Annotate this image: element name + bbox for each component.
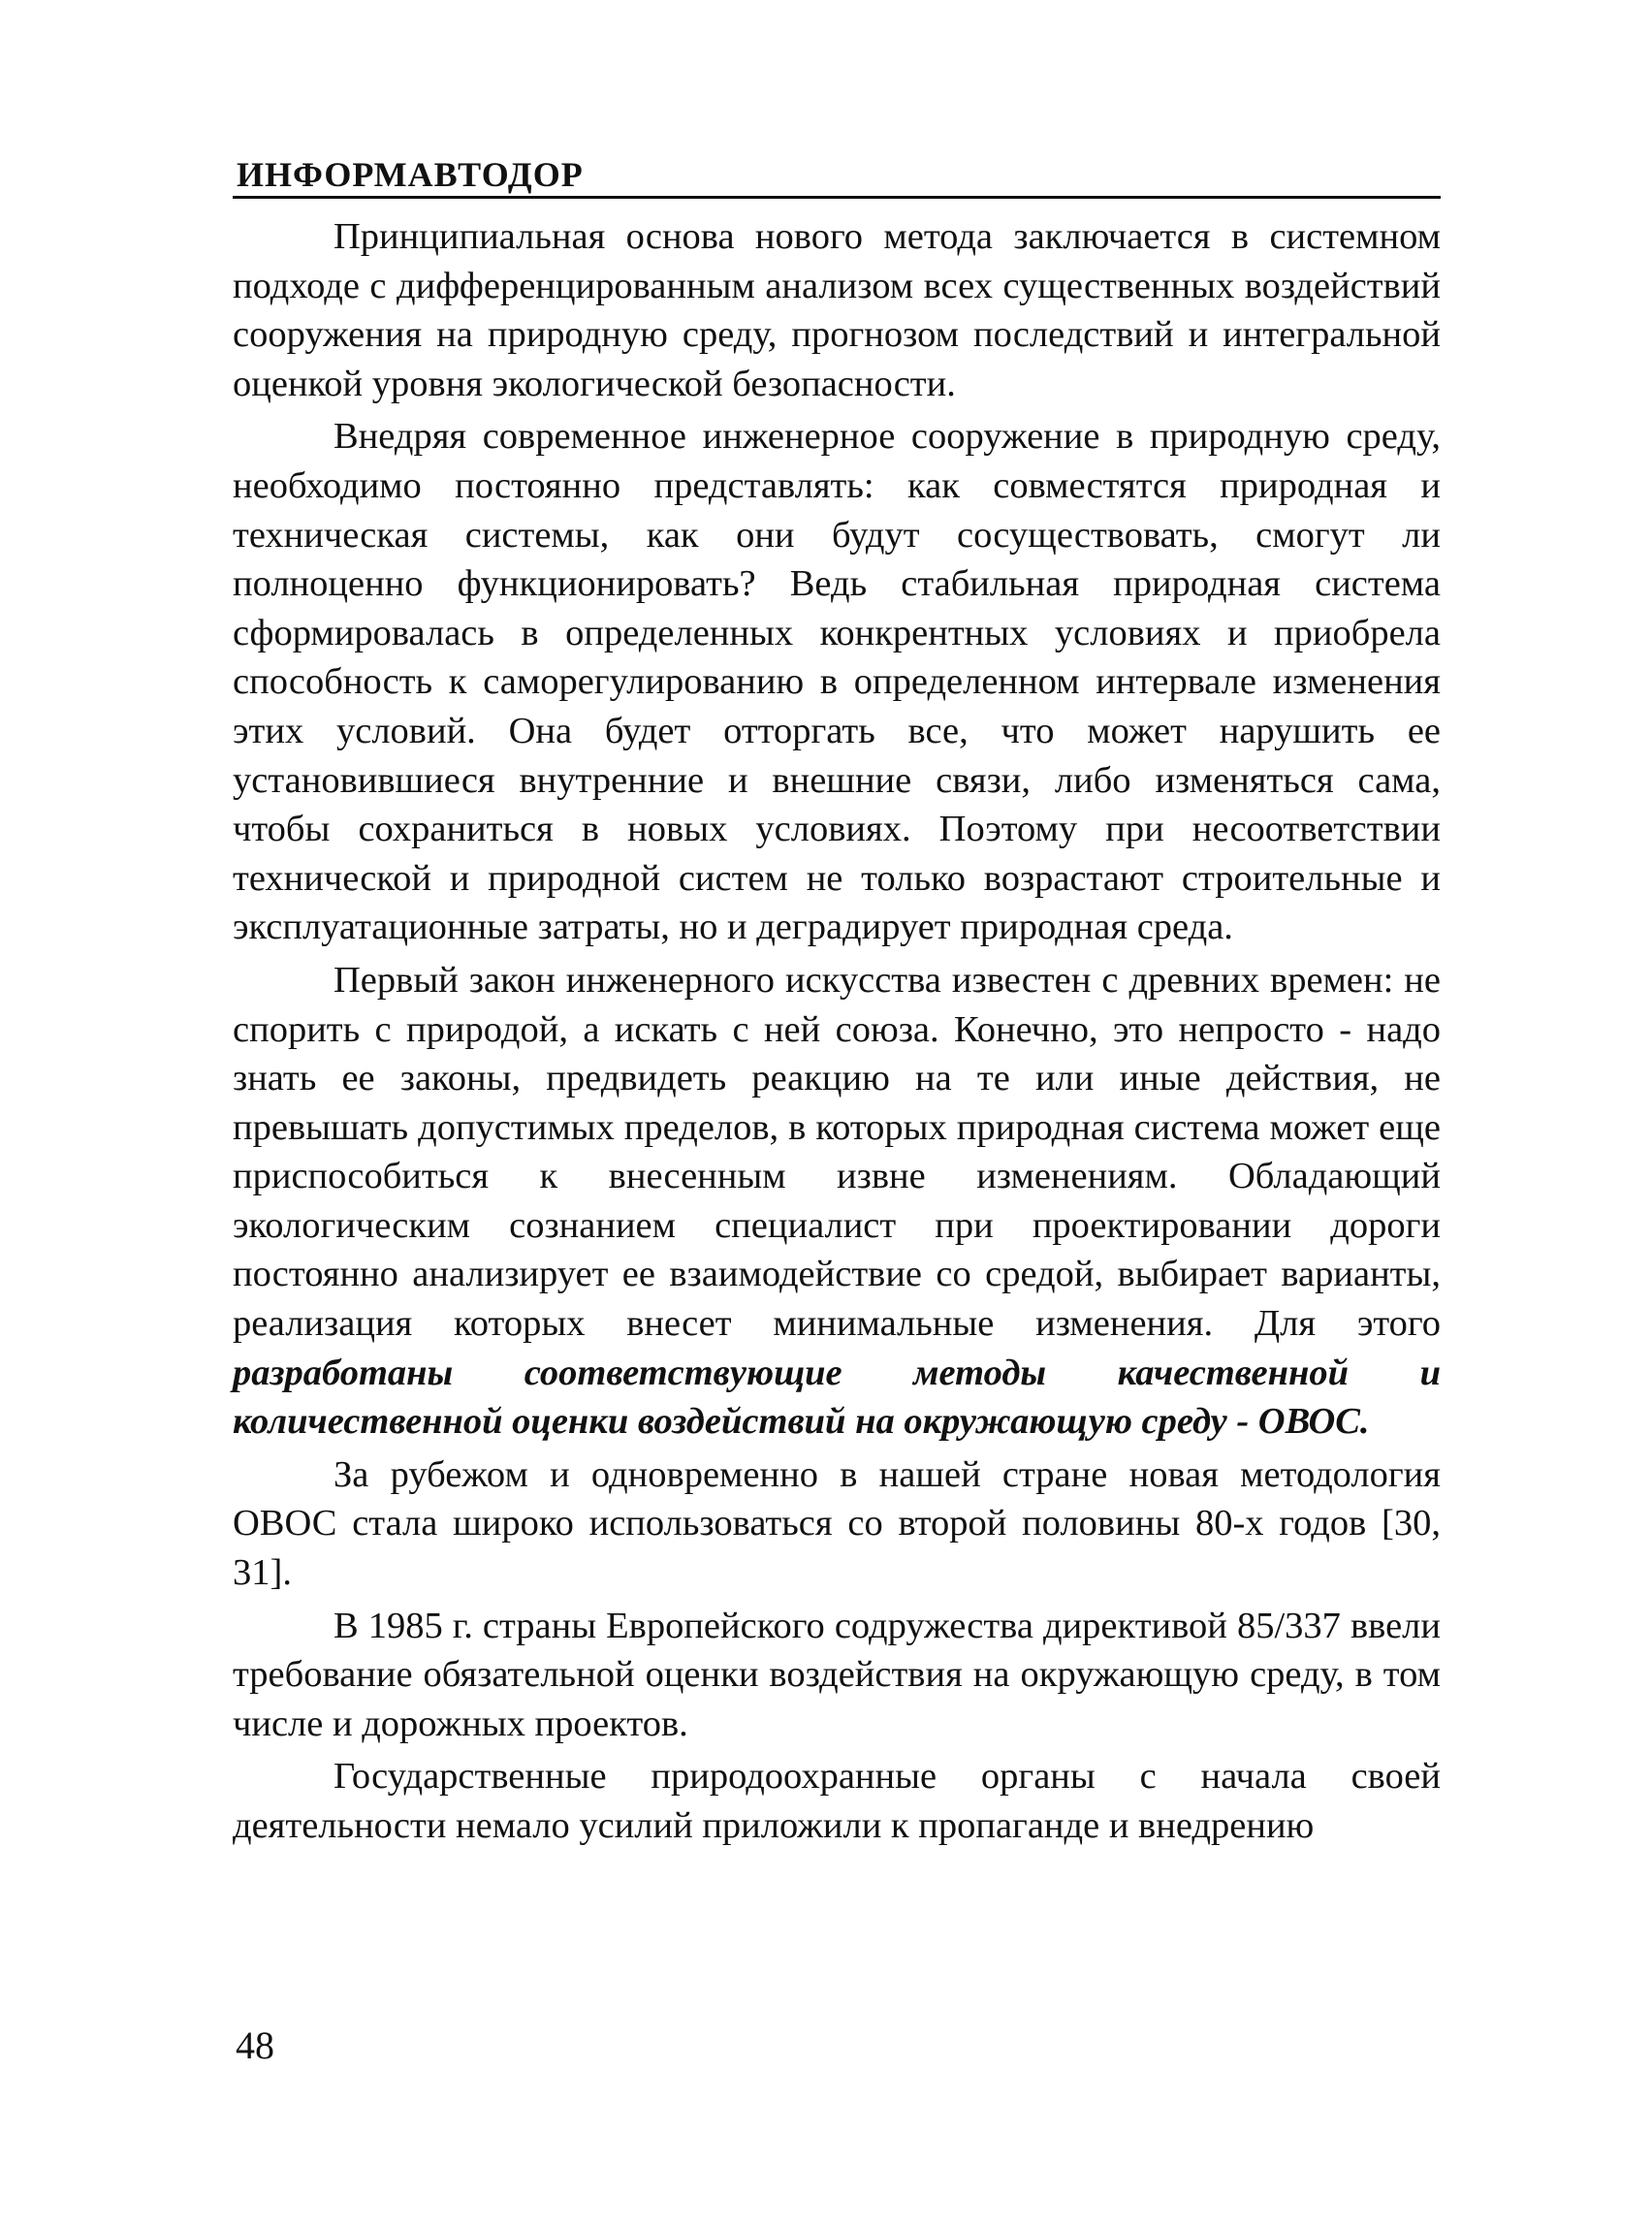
paragraph-text: В 1985 г. страны Европейского содружества директивой 85/337 ввели требование обязательной оценки воздействия на окружающую среду, в том числе и дорожных проектов.	[233, 1605, 1441, 1744]
paragraph-text: За рубежом и одновременно в нашей стране новая методология ОВОС стала широко использоваться со второй половины 80-х годов [30, 31].	[233, 1453, 1441, 1594]
paragraph-6	[233, 1752, 1441, 1850]
emphasized-text: разработаны соответствующие методы качественной и количественной оценки воздействий на окружающую среду - ОВОС.	[233, 1352, 1441, 1443]
body-text	[233, 212, 1441, 1851]
document-page	[233, 155, 1441, 1855]
running-head: ИНФОРМАВТОДОР	[233, 155, 1441, 199]
paragraph-text: Внедряя современное инженерное сооружение в природную среду, необходимо постоянно представлять: как совместятся природная и техническая системы, как они будут сосуществовать, смогут ли полноценно функционировать? Ведь стабильная природная система сформировалась в определенных конкрентных условиях и приобрела способность к саморегулированию в определенном интервале изменения этих условий. Она будет отторгать все, что может нарушить ее установившиеся внутренние и внешние связи, либо изменяться сама, чтобы сохраниться в новых условиях. Поэтому при несоответствии технической и природной систем не только возрастают строительные и эксплуатационные затраты, но и деградирует природная среда.	[233, 416, 1441, 948]
paragraph-text: Государственные природоохранные органы с начала своей деятельности немало усилий приложили к пропаганде и внедрению	[233, 1756, 1441, 1846]
page-number: 48	[236, 2023, 274, 2067]
paragraph-4	[233, 1450, 1441, 1598]
paragraph-1	[233, 212, 1441, 408]
paragraph-2	[233, 412, 1441, 952]
paragraph-text: Первый закон инженерного искусства известен с древних времен: не спорить с природой, а искать с ней союза. Конечно, это непросто - надо знать ее законы, предвидеть реакцию на те или иные действия, не превышать допустимых пределов, в которых природная система может еще приспособиться к внесенным извне изменениям. Обладающий экологическим сознанием специалист при проектировании дороги постоянно анализирует ее взаимодействие со средой, выбирает варианты, реализация которых внесет минимальные изменения. Для этого	[233, 959, 1441, 1345]
paragraph-text: Принципиальная основа нового метода заключается в системном подходе с дифференцированным анализом всех существенных воздействий сооружения на природную среду, прогнозом последствий и интегральной оценкой уровня экологической безопасности.	[233, 216, 1441, 404]
paragraph-3	[233, 956, 1441, 1447]
paragraph-5	[233, 1602, 1441, 1749]
